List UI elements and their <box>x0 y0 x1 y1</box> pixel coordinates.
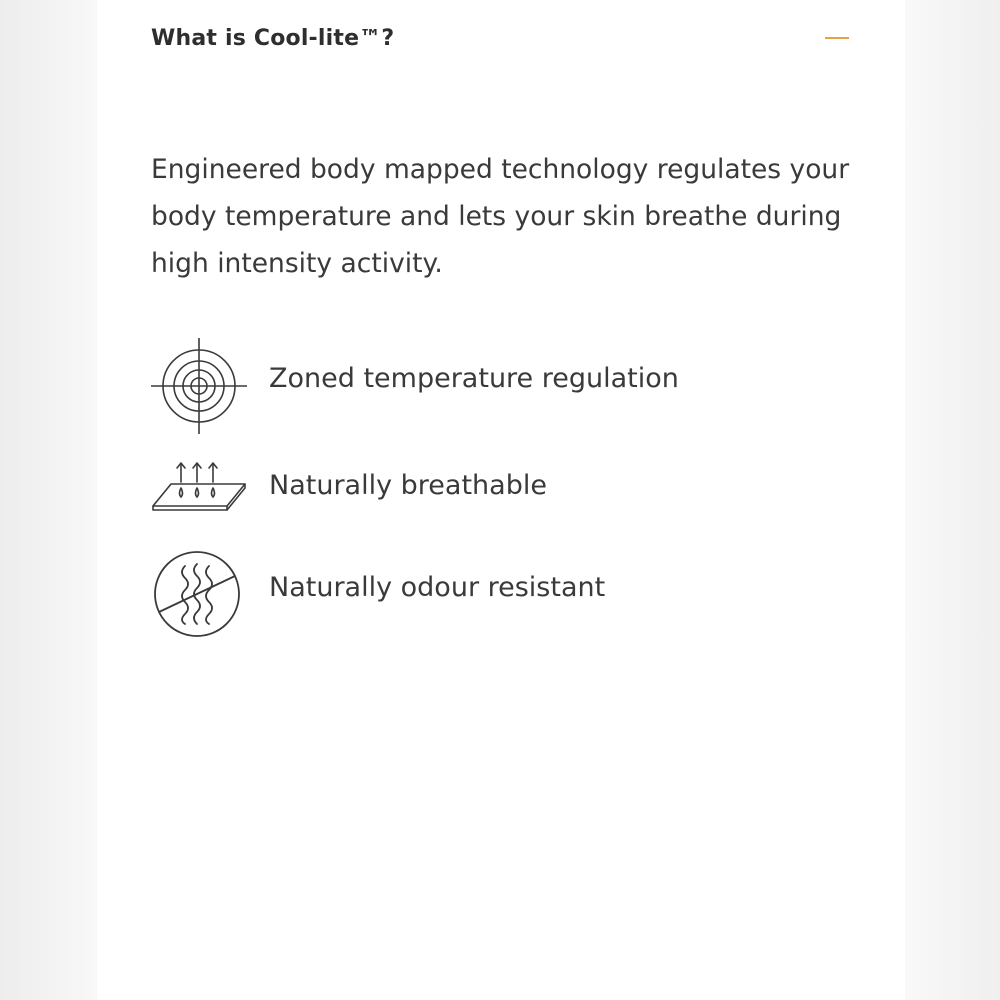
product-details-panel <box>97 0 905 1000</box>
target-icon <box>151 336 251 436</box>
feature-item-breathable <box>151 458 851 558</box>
minus-icon[interactable] <box>825 37 849 39</box>
cool-lite-description: Engineered body mapped technology regulates your body temperature and lets your skin breathe during high intensity activity. <box>151 154 850 279</box>
feature-item-odour <box>151 548 851 648</box>
feature-item-temperature <box>151 336 851 436</box>
feature-label: Naturally odour resistant <box>269 572 606 603</box>
left-margin <box>0 0 97 1000</box>
right-margin <box>905 0 1000 1000</box>
accordion-title: What is Cool-lite™? <box>151 26 395 51</box>
feature-label: Zoned temperature regulation <box>269 363 679 394</box>
accordion-header-cool-lite[interactable] <box>151 22 851 62</box>
feature-label: Naturally breathable <box>269 470 547 501</box>
breathable-fabric-icon <box>151 458 247 514</box>
odour-resistant-icon <box>151 548 243 640</box>
